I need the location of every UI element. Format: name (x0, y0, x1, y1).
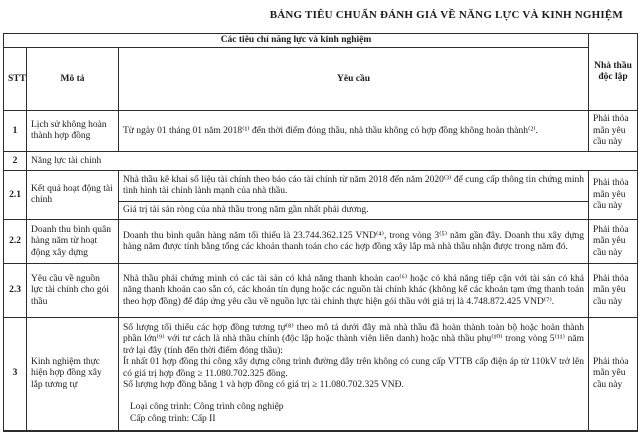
row23-yeu-cau: Nhà thầu phải chứng minh có các tài sản có khả năng thanh khoản cao⁽⁶⁾ hoặc có khả năng tiếp cận với tài sản có khả năng thanh khoản cao sẵn có, các khoản tín dụng hoặc các nguồn tài chính khác (không kể các khoản tạm ứng thanh toán theo hợp đồng) để đáp ứng yêu cầu về nguồn lực tài chính thực hiện gói thầu với giá trị là 4.748.872.425 VND⁽⁷⁾. (119, 264, 589, 318)
row2-section-title: Năng lực tài chính (27, 152, 638, 171)
row3-nha-thau-doc-lap: Phải thỏa mãn yêu cầu này (589, 318, 638, 431)
row3-yeu-cau-p5: Cấp công trình: Cấp II (130, 413, 216, 424)
table-row-2-1 (4, 171, 638, 202)
row3-yeu-cau (119, 318, 589, 431)
row22-yeu-cau: Doanh thu bình quân hàng năm tối thiểu là 23.744.362.125 VND⁽⁴⁾, trong vòng 3⁽⁵⁾ năm gần đây. Doanh thu xây dựng hàng năm được tính bằng tổng các khoản thanh toán cho các hợp đồng xây lắp mà nhà thầu nhận được trong năm đó. (119, 220, 589, 264)
row1-mo-ta: Lịch sử không hoàn thành hợp đồng (27, 111, 119, 152)
evaluation-criteria-table (3, 33, 638, 432)
table-row-2-2 (4, 220, 638, 264)
document-title: BẢNG TIÊU CHUẨN ĐÁNH GIÁ VỀ NĂNG LỰC VÀ KINH NGHIỆM (269, 9, 623, 21)
row21-nha-thau-doc-lap: Phải thỏa mãn yêu cầu này (589, 171, 638, 220)
column-header-yeu-cau: Yêu cầu (119, 48, 589, 111)
row1-yeu-cau: Từ ngày 01 tháng 01 năm 2018⁽¹⁾ đến thời điểm đóng thầu, nhà thầu không có hợp đồng không hoàn thành⁽²⁾. (119, 111, 589, 152)
row2-stt: 2 (4, 152, 27, 171)
row1-stt: 1 (4, 111, 27, 152)
row3-yeu-cau-p1: Số lượng tối thiểu các hợp đồng tương tự⁽⁸⁾ theo mô tả dưới đây mà nhà thầu đã hoàn thành toàn bộ hoặc hoàn thành phần lớn⁽⁹⁾ với tư cách là nhà thầu chính (độc lập hoặc thành viên liên danh) hoặc nhà thầu phụ⁽¹⁰⁾ trong vòng 5⁽¹¹⁾ năm trở lại đây (tính đến thời điểm đóng thầu): (123, 323, 584, 356)
row21-yeu-cau-1: Nhà thầu kê khai số liệu tài chính theo báo cáo tài chính từ năm 2018 đến năm 2020⁽³⁾ để cung cấp thông tin chứng minh tình hình tài chính lành mạnh của nhà thầu. (119, 171, 589, 202)
row21-mo-ta: Kết quả hoạt động tài chính (27, 171, 119, 220)
row22-stt: 2.2 (4, 220, 27, 264)
row3-yeu-cau-p2: Ít nhất 01 hợp đồng thi công xây dựng công trình đường dây trên không có cung cấp VTTB cấp điện áp từ 110kV trở lên có giá trị hợp đồng ≥ 11.080.702.325 đồng. (123, 357, 584, 379)
table-row-2-section (4, 152, 638, 171)
column-header-nha-thau-doc-lap: Nhà thầu độc lập (589, 34, 638, 111)
table-group-header-row (4, 34, 638, 48)
row23-mo-ta: Yêu cầu về nguồn lực tài chính cho gói thầu (27, 264, 119, 318)
row3-yeu-cau-p4: Loại công trình: Công trình công nghiệp (130, 402, 284, 413)
row22-nha-thau-doc-lap: Phải thỏa mãn yêu cầu này (589, 220, 638, 264)
row3-stt: 3 (4, 318, 27, 431)
column-header-stt: STT (4, 48, 27, 111)
group-header-cell: Các tiêu chí năng lực và kinh nghiệm (4, 34, 589, 48)
row22-mo-ta: Doanh thu bình quân hàng năm từ hoạt động xây dựng (27, 220, 119, 264)
row21-stt: 2.1 (4, 171, 27, 220)
column-header-mo-ta: Mô tả (27, 48, 119, 111)
row3-yeu-cau-p3: Số lượng hợp đồng bằng 1 và hợp đồng có giá trị ≥ 11.080.702.325 VNĐ. (123, 380, 404, 391)
table-column-header-row (4, 48, 638, 111)
row21-yeu-cau-2: Giá trị tài sản ròng của nhà thầu trong năm gần nhất phải dương. (119, 202, 589, 220)
row23-nha-thau-doc-lap: Phải thỏa mãn yêu cầu này (589, 264, 638, 318)
row23-stt: 2.3 (4, 264, 27, 318)
row3-mo-ta: Kinh nghiệm thực hiện hợp đồng xây lắp tương tự (27, 318, 119, 431)
table-row-2-3 (4, 264, 638, 318)
row1-nha-thau-doc-lap: Phải thỏa mãn yêu cầu này (589, 111, 638, 152)
table-row-3 (4, 318, 638, 431)
table-row-1 (4, 111, 638, 152)
